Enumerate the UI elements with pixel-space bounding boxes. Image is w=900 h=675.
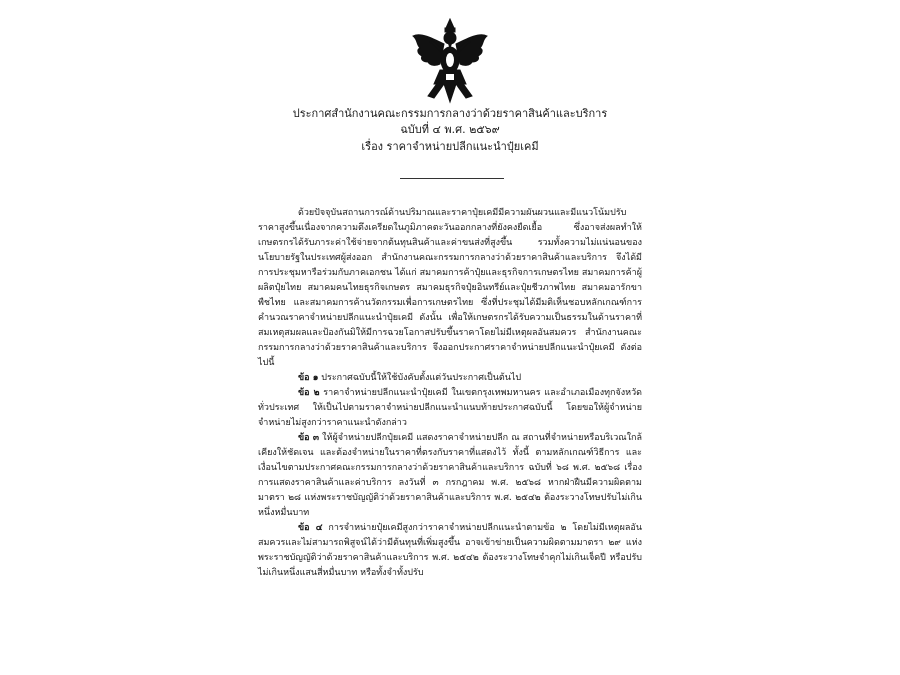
clause-3 xyxy=(258,431,642,521)
clause-1-label: ข้อ ๑ xyxy=(298,373,319,383)
announcement-subject: เรื่อง ราคาจำหน่ายปลีกแนะนำปุ๋ยเคมี xyxy=(361,140,539,153)
clause-3-text: ให้ผู้จำหน่ายปลีกปุ๋ยเคมี แสดงราคาจำหน่ายปลีก ณ สถานที่จำหน่ายหรือบริเวณใกล้เคียงให้ชัดเจน และต้องจำหน่ายในราคาที่ตรงกับราคาที่แสดงไว้ ทั้งนี้ ตามหลักเกณฑ์วิธีการ และเงื่อนไขตามประกาศคณะกรรมการกลางว่าด้วยราคาสินค้าและบริการ ฉบับที่ ๖๘ พ.ศ. ๒๕๖๘ เรื่อง การแสดงราคาสินค้าและค่าบริการ ลงวันที่ ๓ กรกฎาคม พ.ศ. ๒๕๖๘ หากฝ่าฝืนมีความผิดตามมาตรา ๒๘ แห่งพระราชบัญญัติว่าด้วยราคาสินค้าและบริการ พ.ศ. ๒๕๔๒ ต้องระวางโทษปรับไม่เกินหนึ่งหมื่นบาท xyxy=(258,433,642,518)
announcement-body xyxy=(258,206,642,581)
announcement-number: ฉบับที่ ๔ พ.ศ. ๒๕๖๙ xyxy=(400,123,500,136)
clause-2-text: ราคาจำหน่ายปลีกแนะนำปุ๋ยเคมี ในเขตกรุงเทพมหานคร และอำเภอเมืองทุกจังหวัดทั่วประเทศ ให้เป็นไปตามราคาจำหน่ายปลีกแนะนำแนบท้ายประกาศฉบับนี้ โดยขอให้ผู้จำหน่ายจำหน่ายไม่สูงกว่าราคาแนะนำดังกล่าว xyxy=(258,388,642,428)
clause-1 xyxy=(258,371,642,386)
clause-4 xyxy=(258,521,642,581)
garuda-emblem-icon xyxy=(412,18,488,104)
divider-line xyxy=(400,178,504,179)
announcement-title: ประกาศสำนักงานคณะกรรมการกลางว่าด้วยราคาสินค้าและบริการ xyxy=(292,107,608,120)
clause-2-label: ข้อ ๒ xyxy=(298,388,320,398)
intro-paragraph: ด้วยปัจจุบันสถานการณ์ด้านปริมาณและราคาปุ๋ยเคมีมีความผันผวนและมีแนวโน้มปรับราคาสูงขึ้นเนื่องจากความตึงเครียดในภูมิภาคตะวันออกกลางที่ยังคงยืดเยื้อ ซึ่งอาจส่งผลทำให้เกษตรกรได้รับภาระค่าใช้จ่ายจากต้นทุนสินค้าและค่าขนส่งที่สูงขึ้น รวมทั้งความไม่แน่นอนของนโยบายรัฐในประเทศผู้ส่งออก สำนักงานคณะกรรมการกลางว่าด้วยราคาสินค้าและบริการ จึงได้มีการประชุมหารือร่วมกับภาคเอกชน ได้แก่ สมาคมการค้าปุ๋ยและธุรกิจการเกษตรไทย สมาคมการค้าผู้ผลิตปุ๋ยไทย สมาคมคนไทยธุรกิจเกษตร สมาคมธุรกิจปุ๋ยอินทรีย์และปุ๋ยชีวภาพไทย สมาคมอารักขาพืชไทย และสมาคมการค้านวัตกรรมเพื่อการเกษตรไทย ซึ่งที่ประชุมได้มีมติเห็นชอบหลักเกณฑ์การคำนวณราคาจำหน่ายปลีกแนะนำปุ๋ยเคมี ดังนั้น เพื่อให้เกษตรกรได้รับความเป็นธรรมในด้านราคาที่สมเหตุสมผลและป้องกันมิให้มีการฉวยโอกาสปรับขึ้นราคาโดยไม่มีเหตุผลอันสมควร สำนักงานคณะกรรมการกลางว่าด้วยราคาสินค้าและบริการ จึงออกประกาศราคาจำหน่ายปลีกแนะนำปุ๋ยเคมี ดังต่อไปนี้ xyxy=(258,208,642,368)
clause-4-label: ข้อ ๔ xyxy=(298,523,323,533)
clause-2 xyxy=(258,386,642,431)
clause-3-label: ข้อ ๓ xyxy=(298,433,320,443)
clause-4-text: การจำหน่ายปุ๋ยเคมีสูงกว่าราคาจำหน่ายปลีกแนะนำตามข้อ ๒ โดยไม่มีเหตุผลอันสมควรและไม่สามารถพิสูจน์ได้ว่ามีต้นทุนที่เพิ่มสูงขึ้น อาจเข้าข่ายเป็นความผิดตามมาตรา ๒๙ แห่งพระราชบัญญัติว่าด้วยราคาสินค้าและบริการ พ.ศ. ๒๕๔๒ ต้องระวางโทษจำคุกไม่เกินเจ็ดปี หรือปรับไม่เกินหนึ่งแสนสี่หมื่นบาท หรือทั้งจำทั้งปรับ xyxy=(258,523,642,578)
clause-1-text: ประกาศฉบับนี้ให้ใช้บังคับตั้งแต่วันประกาศเป็นต้นไป xyxy=(321,373,522,383)
